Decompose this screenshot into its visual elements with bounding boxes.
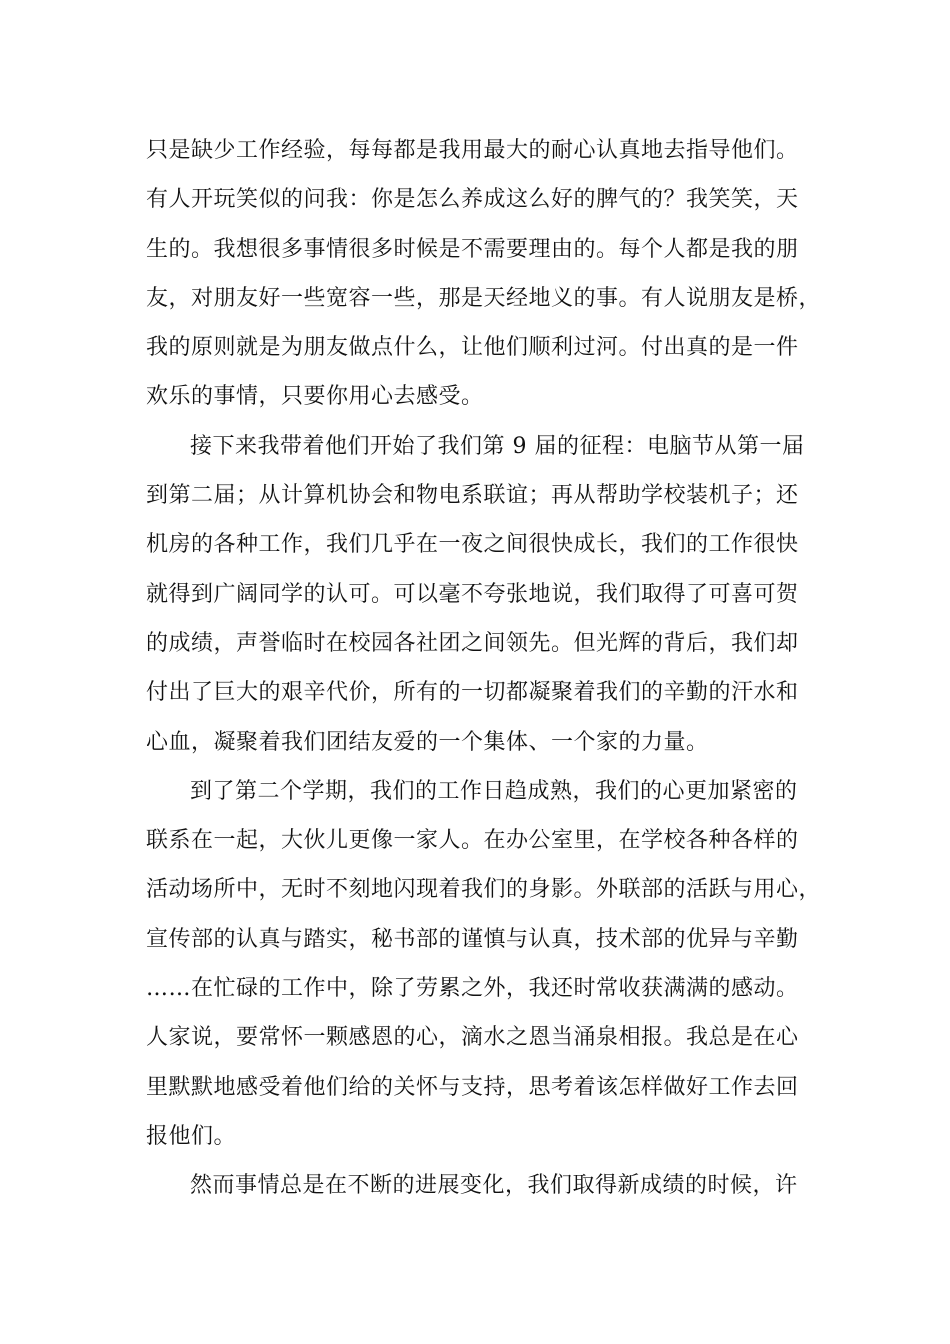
paragraph-2 <box>146 422 826 767</box>
text-line: 有人开玩笑似的问我：你是怎么养成这么好的脾气的？我笑笑，天 <box>146 187 799 213</box>
text-line: 活动场所中，无时不刻地闪现着我们的身影。外联部的活跃与用心， <box>146 877 822 903</box>
text-line: 机房的各种工作，我们几乎在一夜之间很快成长，我们的工作很快 <box>146 532 799 558</box>
text-line: 生的。我想很多事情很多时候是不需要理由的。每个人都是我的朋 <box>146 236 799 262</box>
paragraph-4 <box>146 1161 826 1210</box>
text-line: 联系在一起，大伙儿更像一家人。在办公室里，在学校各种各样的 <box>146 828 799 854</box>
text-line: 到了第二个学期，我们的工作日趋成熟，我们的心更加紧密的 <box>190 778 798 804</box>
text-line: 就得到广阔同学的认可。可以毫不夸张地说，我们取得了可喜可贺 <box>146 581 799 607</box>
text-line: 心血，凝聚着我们团结友爱的一个集体、一个家的力量。 <box>146 729 709 755</box>
paragraph-3 <box>146 767 826 1161</box>
text-line: 友，对朋友好一些宽容一些，那是天经地义的事。有人说朋友是桥， <box>146 285 822 311</box>
text-line: 里默默地感受着他们给的关怀与支持，思考着该怎样做好工作去回 <box>146 1074 799 1100</box>
text-line: 人家说，要常怀一颗感恩的心，滴水之恩当涌泉相报。我总是在心 <box>146 1025 799 1051</box>
text-line: 到第二届；从计算机协会和物电系联谊；再从帮助学校装机子；还 <box>146 483 799 509</box>
text-line: 付出了巨大的艰辛代价，所有的一切都凝聚着我们的辛勤的汗水和 <box>146 680 799 706</box>
text-line: 接下来我带着他们开始了我们第 9 届的征程：电脑节从第一届 <box>190 433 805 459</box>
text-line: 只是缺少工作经验，每每都是我用最大的耐心认真地去指导他们。 <box>146 138 799 163</box>
text-line: 报他们。 <box>146 1123 237 1149</box>
text-line: 欢乐的事情，只要你用心去感受。 <box>146 384 484 410</box>
document-body <box>146 126 826 1211</box>
text-line: 宣传部的认真与踏实，秘书部的谨慎与认真，技术部的优异与辛勤 <box>146 926 799 952</box>
text-line: ……在忙碌的工作中，除了劳累之外，我还时常收获满满的感动。 <box>146 976 799 1002</box>
text-line: 然而事情总是在不断的进展变化，我们取得新成绩的时候，许 <box>190 1173 798 1199</box>
paragraph-1 <box>146 126 826 422</box>
text-line: 我的原则就是为朋友做点什么，让他们顺利过河。付出真的是一件 <box>146 335 799 361</box>
text-line: 的成绩，声誉临时在校园各社团之间领先。但光辉的背后，我们却 <box>146 630 799 656</box>
